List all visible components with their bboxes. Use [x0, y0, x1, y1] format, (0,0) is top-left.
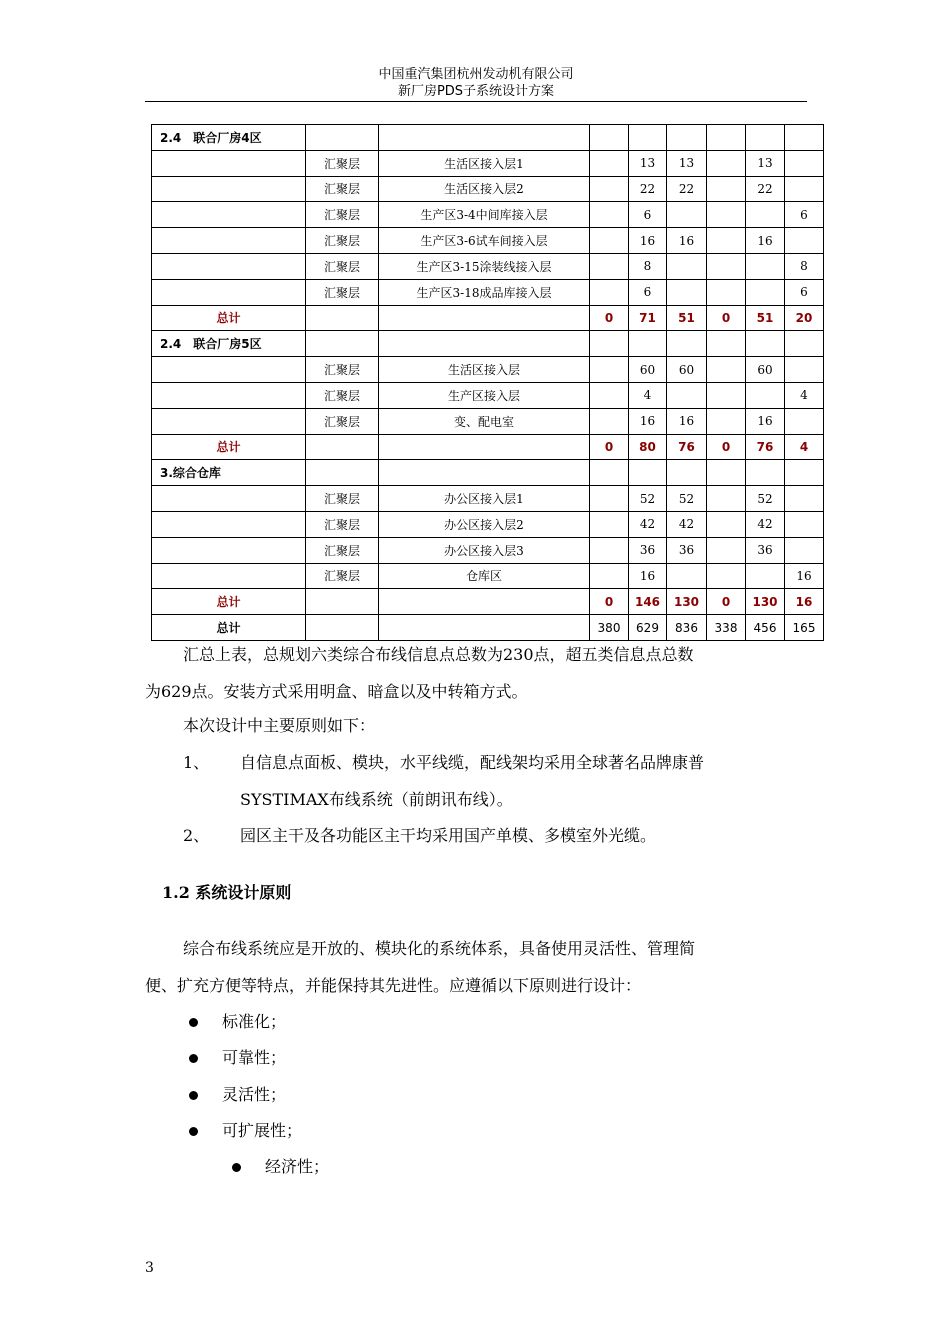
- value-cell: 16: [629, 228, 667, 254]
- table-cell: [707, 331, 746, 357]
- table-cell: [629, 460, 667, 486]
- value-cell: 8: [785, 253, 824, 279]
- value-cell: 16: [746, 408, 785, 434]
- summary-line-1: 汇总上表，总规划六类综合布线信息点总数为230点，超五类信息点总数: [183, 645, 694, 664]
- subtotal-value: 4: [785, 434, 824, 460]
- value-cell: 22: [746, 176, 785, 202]
- section-title-row: [152, 460, 824, 486]
- value-cell: 4: [785, 382, 824, 408]
- layer-cell: 汇聚层: [306, 511, 379, 537]
- subtotal-value: 0: [590, 589, 629, 615]
- table-cell: [379, 460, 590, 486]
- item-1-line-2: SYSTIMAX布线系统（前朗讯布线）。: [240, 790, 513, 809]
- value-cell: 13: [629, 150, 667, 176]
- value-cell: 16: [746, 228, 785, 254]
- value-cell: [590, 357, 629, 383]
- value-cell: [707, 357, 746, 383]
- value-cell: [590, 486, 629, 512]
- item-2-text: 园区主干及各功能区主干均采用国产单模、多模室外光缆。: [240, 826, 657, 845]
- grand-total-value: 836: [667, 615, 707, 641]
- value-cell: 6: [785, 279, 824, 305]
- value-cell: 13: [746, 150, 785, 176]
- item-2-number: 2、: [183, 826, 210, 845]
- value-cell: [590, 408, 629, 434]
- value-cell: 6: [785, 202, 824, 228]
- subtotal-value: 80: [629, 434, 667, 460]
- grand-total-value: 380: [590, 615, 629, 641]
- value-cell: [785, 511, 824, 537]
- value-cell: [707, 537, 746, 563]
- table-cell: [590, 331, 629, 357]
- table-cell: [306, 331, 379, 357]
- area-cell: 生产区3-4中间库接入层: [379, 202, 590, 228]
- subtotal-label: 总计: [152, 434, 306, 460]
- table-cell: [746, 460, 785, 486]
- layer-cell: 汇聚层: [306, 228, 379, 254]
- value-cell: [590, 382, 629, 408]
- layer-cell: 汇聚层: [306, 486, 379, 512]
- table-row: [152, 511, 824, 537]
- summary-line-2: 为629点。安装方式采用明盒、暗盒以及中转箱方式。: [145, 682, 528, 701]
- table-cell: [152, 511, 306, 537]
- value-cell: [707, 408, 746, 434]
- value-cell: 60: [667, 357, 707, 383]
- table-cell: [306, 125, 379, 151]
- value-cell: [785, 486, 824, 512]
- table-cell: [667, 331, 707, 357]
- table-cell: [306, 589, 379, 615]
- grand-total-label: 总计: [152, 615, 306, 641]
- layer-cell: 汇聚层: [306, 563, 379, 589]
- table-cell: [707, 460, 746, 486]
- value-cell: [785, 408, 824, 434]
- bullet-text: 可扩展性；: [222, 1121, 303, 1140]
- value-cell: 36: [667, 537, 707, 563]
- value-cell: [667, 563, 707, 589]
- header-title: 新厂房PDS子系统设计方案: [397, 84, 555, 99]
- value-cell: [667, 382, 707, 408]
- value-cell: 42: [667, 511, 707, 537]
- value-cell: [590, 563, 629, 589]
- layer-cell: 汇聚层: [306, 357, 379, 383]
- table-cell: [785, 460, 824, 486]
- table-cell: [152, 486, 306, 512]
- value-cell: [707, 176, 746, 202]
- table-row: [152, 176, 824, 202]
- layer-cell: 汇聚层: [306, 537, 379, 563]
- subtotal-value: 0: [707, 589, 746, 615]
- area-cell: 生活区接入层1: [379, 150, 590, 176]
- table-cell: [785, 125, 824, 151]
- bullet-text: 经济性；: [265, 1157, 330, 1176]
- table-cell: [707, 125, 746, 151]
- design-line-1: 综合布线系统应是开放的、模块化的系统体系，具备使用灵活性、管理简: [183, 939, 696, 958]
- value-cell: 60: [629, 357, 667, 383]
- bullet-dot-icon: [189, 1054, 198, 1063]
- subtotal-value: 76: [746, 434, 785, 460]
- value-cell: 36: [629, 537, 667, 563]
- value-cell: [746, 202, 785, 228]
- layer-cell: 汇聚层: [306, 408, 379, 434]
- value-cell: 16: [785, 563, 824, 589]
- value-cell: 13: [667, 150, 707, 176]
- value-cell: [707, 253, 746, 279]
- item-1-line-1: 自信息点面板、模块，水平线缆，配线架均采用全球著名品牌康普: [240, 753, 705, 772]
- design-line-2: 便、扩充方便等特点，并能保持其先进性。应遵循以下原则进行设计：: [145, 976, 642, 995]
- table-cell: [629, 331, 667, 357]
- value-cell: [667, 279, 707, 305]
- table-cell: [590, 125, 629, 151]
- value-cell: [590, 176, 629, 202]
- header-company: 中国重汽集团杭州发动机有限公司: [378, 67, 574, 82]
- subtotal-value: 0: [707, 434, 746, 460]
- info-point-table: [151, 124, 824, 641]
- table-cell: [629, 125, 667, 151]
- value-cell: 42: [746, 511, 785, 537]
- section-title-row: [152, 331, 824, 357]
- value-cell: [785, 357, 824, 383]
- value-cell: 36: [746, 537, 785, 563]
- section-title: 2.4 联合厂房5区: [152, 331, 306, 357]
- bullet-dot-icon: [189, 1018, 198, 1027]
- value-cell: [785, 537, 824, 563]
- layer-cell: 汇聚层: [306, 253, 379, 279]
- value-cell: [707, 486, 746, 512]
- subtotal-label: 总计: [152, 305, 306, 331]
- value-cell: [707, 511, 746, 537]
- value-cell: [707, 150, 746, 176]
- subtotal-value: 0: [590, 434, 629, 460]
- section-heading: 1.2 系统设计原则: [162, 883, 292, 902]
- grand-total-row: [152, 615, 824, 641]
- layer-cell: 汇聚层: [306, 150, 379, 176]
- value-cell: [746, 382, 785, 408]
- grand-total-value: 338: [707, 615, 746, 641]
- area-cell: 仓库区: [379, 563, 590, 589]
- value-cell: [785, 150, 824, 176]
- table-cell: [152, 150, 306, 176]
- table-cell: [152, 357, 306, 383]
- value-cell: 22: [629, 176, 667, 202]
- area-cell: 办公区接入层2: [379, 511, 590, 537]
- value-cell: 4: [629, 382, 667, 408]
- table-row: [152, 150, 824, 176]
- value-cell: 16: [667, 228, 707, 254]
- table-cell: [590, 460, 629, 486]
- value-cell: 6: [629, 202, 667, 228]
- area-cell: 办公区接入层3: [379, 537, 590, 563]
- subtotal-value: 0: [707, 305, 746, 331]
- value-cell: [590, 511, 629, 537]
- subtotal-value: 130: [667, 589, 707, 615]
- value-cell: [707, 279, 746, 305]
- table-cell: [379, 125, 590, 151]
- area-cell: 办公区接入层1: [379, 486, 590, 512]
- subtotal-row: [152, 434, 824, 460]
- table-cell: [785, 331, 824, 357]
- bullet-text: 灵活性；: [222, 1085, 287, 1104]
- area-cell: 生产区接入层: [379, 382, 590, 408]
- grand-total-value: 456: [746, 615, 785, 641]
- value-cell: [667, 202, 707, 228]
- layer-cell: 汇聚层: [306, 382, 379, 408]
- table-cell: [152, 176, 306, 202]
- value-cell: 8: [629, 253, 667, 279]
- area-cell: 生产区3-18成品库接入层: [379, 279, 590, 305]
- area-cell: 生产区3-6试车间接入层: [379, 228, 590, 254]
- table-cell: [379, 589, 590, 615]
- value-cell: 42: [629, 511, 667, 537]
- value-cell: 52: [746, 486, 785, 512]
- table-cell: [152, 202, 306, 228]
- area-cell: 生活区接入层: [379, 357, 590, 383]
- table-cell: [306, 615, 379, 641]
- value-cell: 16: [629, 408, 667, 434]
- subtotal-value: 130: [746, 589, 785, 615]
- table-cell: [379, 305, 590, 331]
- table-row: [152, 228, 824, 254]
- subtotal-value: 51: [667, 305, 707, 331]
- header-rule: [145, 101, 807, 102]
- table-cell: [379, 331, 590, 357]
- table-row: [152, 279, 824, 305]
- table-cell: [152, 537, 306, 563]
- section-title: 3.综合仓库: [152, 460, 306, 486]
- table-cell: [152, 228, 306, 254]
- value-cell: 16: [667, 408, 707, 434]
- item-1-number: 1、: [183, 753, 210, 772]
- value-cell: [590, 537, 629, 563]
- principles-intro: 本次设计中主要原则如下：: [183, 716, 376, 735]
- page-header: [145, 66, 807, 100]
- layer-cell: 汇聚层: [306, 202, 379, 228]
- area-cell: 变、配电室: [379, 408, 590, 434]
- value-cell: [746, 253, 785, 279]
- area-cell: 生产区3-15涂装线接入层: [379, 253, 590, 279]
- subtotal-value: 71: [629, 305, 667, 331]
- value-cell: [785, 176, 824, 202]
- table-cell: [667, 460, 707, 486]
- subtotal-value: 76: [667, 434, 707, 460]
- table-row: [152, 357, 824, 383]
- value-cell: [590, 279, 629, 305]
- table-body: [152, 125, 824, 641]
- value-cell: [590, 150, 629, 176]
- value-cell: [590, 228, 629, 254]
- table-row: [152, 486, 824, 512]
- table-cell: [152, 408, 306, 434]
- bullet-dot-icon: [189, 1127, 198, 1136]
- page-number: 3: [145, 1260, 154, 1276]
- subtotal-value: 51: [746, 305, 785, 331]
- value-cell: [707, 202, 746, 228]
- table-cell: [306, 305, 379, 331]
- table-cell: [746, 125, 785, 151]
- value-cell: [746, 563, 785, 589]
- bullet-text: 标准化；: [222, 1012, 287, 1031]
- table-cell: [306, 460, 379, 486]
- table-row: [152, 382, 824, 408]
- subtotal-value: 20: [785, 305, 824, 331]
- layer-cell: 汇聚层: [306, 176, 379, 202]
- subtotal-value: 0: [590, 305, 629, 331]
- area-cell: 生活区接入层2: [379, 176, 590, 202]
- value-cell: 60: [746, 357, 785, 383]
- layer-cell: 汇聚层: [306, 279, 379, 305]
- value-cell: 6: [629, 279, 667, 305]
- value-cell: [707, 382, 746, 408]
- value-cell: [590, 253, 629, 279]
- table-row: [152, 408, 824, 434]
- value-cell: 22: [667, 176, 707, 202]
- value-cell: [707, 228, 746, 254]
- subtotal-value: 16: [785, 589, 824, 615]
- subtotal-row: [152, 305, 824, 331]
- table-cell: [152, 382, 306, 408]
- subtotal-value: 146: [629, 589, 667, 615]
- table-row: [152, 253, 824, 279]
- table-cell: [152, 563, 306, 589]
- section-title-row: [152, 125, 824, 151]
- value-cell: [746, 279, 785, 305]
- bullet-dot-icon: [232, 1163, 241, 1172]
- table-row: [152, 537, 824, 563]
- value-cell: [785, 228, 824, 254]
- table-cell: [746, 331, 785, 357]
- table-cell: [306, 434, 379, 460]
- table-cell: [379, 434, 590, 460]
- value-cell: [707, 563, 746, 589]
- table-cell: [152, 279, 306, 305]
- table-row: [152, 202, 824, 228]
- grand-total-value: 629: [629, 615, 667, 641]
- value-cell: [667, 253, 707, 279]
- grand-total-value: 165: [785, 615, 824, 641]
- table-cell: [152, 253, 306, 279]
- section-title: 2.4 联合厂房4区: [152, 125, 306, 151]
- table-cell: [379, 615, 590, 641]
- bullet-dot-icon: [189, 1091, 198, 1100]
- subtotal-label: 总计: [152, 589, 306, 615]
- value-cell: 52: [629, 486, 667, 512]
- table-cell: [667, 125, 707, 151]
- value-cell: 52: [667, 486, 707, 512]
- bullet-text: 可靠性；: [222, 1048, 287, 1067]
- value-cell: [590, 202, 629, 228]
- value-cell: 16: [629, 563, 667, 589]
- subtotal-row: [152, 589, 824, 615]
- table-row: [152, 563, 824, 589]
